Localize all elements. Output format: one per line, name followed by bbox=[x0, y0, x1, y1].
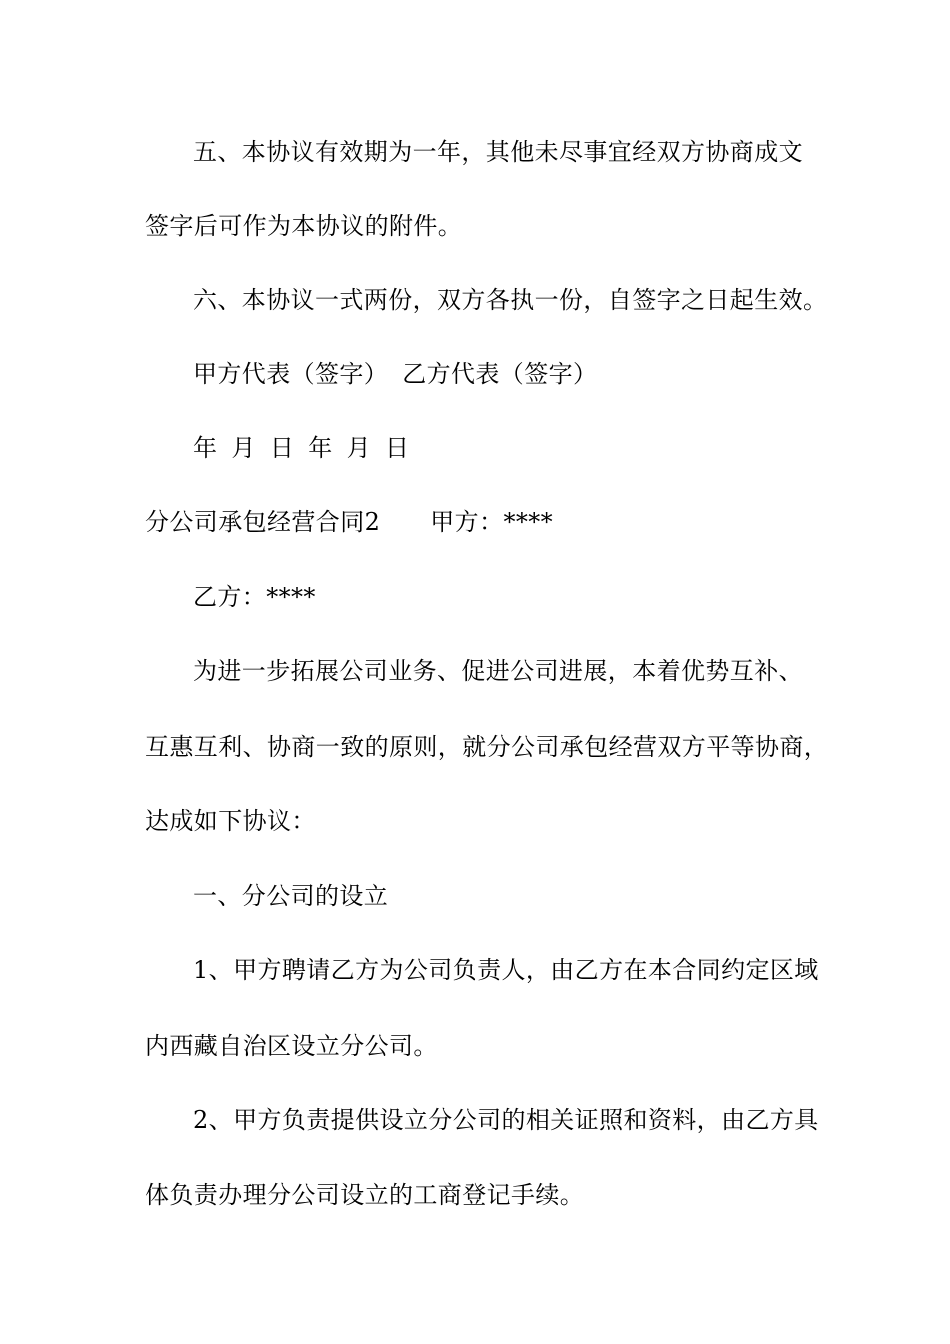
date-line bbox=[193, 433, 835, 463]
date-day-b: 日 bbox=[385, 434, 410, 462]
party-a-name: 甲方：**** bbox=[430, 508, 554, 536]
contract-heading bbox=[145, 507, 835, 537]
party-b-signature-label: 乙方代表（签字） bbox=[402, 360, 598, 388]
party-b-name: 乙方：**** bbox=[193, 583, 316, 611]
signature-line bbox=[193, 359, 835, 389]
contract-title: 分公司承包经营合同2 bbox=[145, 508, 381, 536]
item-two-line-1: 2、甲方负责提供设立分公司的相关证照和资料，由乙方具 bbox=[193, 1106, 819, 1134]
party-a-signature-label: 甲方代表（签字） bbox=[193, 360, 389, 388]
date-year-a: 年 bbox=[193, 434, 218, 462]
date-day-a: 日 bbox=[269, 434, 295, 462]
preamble-line-1: 为进一步拓展公司业务、促进公司进展，本着优势互补、 bbox=[193, 657, 803, 685]
preamble-line-2: 互惠互利、协商一致的原则，就分公司承包经营双方平等协商， bbox=[145, 733, 829, 761]
date-year-b: 年 bbox=[308, 434, 333, 462]
item-one-line-2: 内西藏自治区设立分公司。 bbox=[145, 1032, 438, 1060]
section-one-heading: 一、分公司的设立 bbox=[193, 882, 389, 910]
item-two-line-2: 体负责办理分公司设立的工商登记手续。 bbox=[145, 1181, 585, 1209]
preamble-line-3: 达成如下协议： bbox=[145, 807, 316, 835]
item-one-line-1: 1、甲方聘请乙方为公司负责人，由乙方在本合同约定区域 bbox=[193, 956, 819, 984]
date-month-a: 月 bbox=[231, 434, 256, 462]
clause-five-line-1: 五、本协议有效期为一年，其他未尽事宜经双方协商成文 bbox=[193, 138, 803, 166]
date-month-b: 月 bbox=[346, 434, 372, 462]
clause-six: 六、本协议一式两份，双方各执一份，自签字之日起生效。 bbox=[193, 286, 828, 314]
clause-five-line-2: 签字后可作为本协议的附件。 bbox=[145, 212, 463, 240]
